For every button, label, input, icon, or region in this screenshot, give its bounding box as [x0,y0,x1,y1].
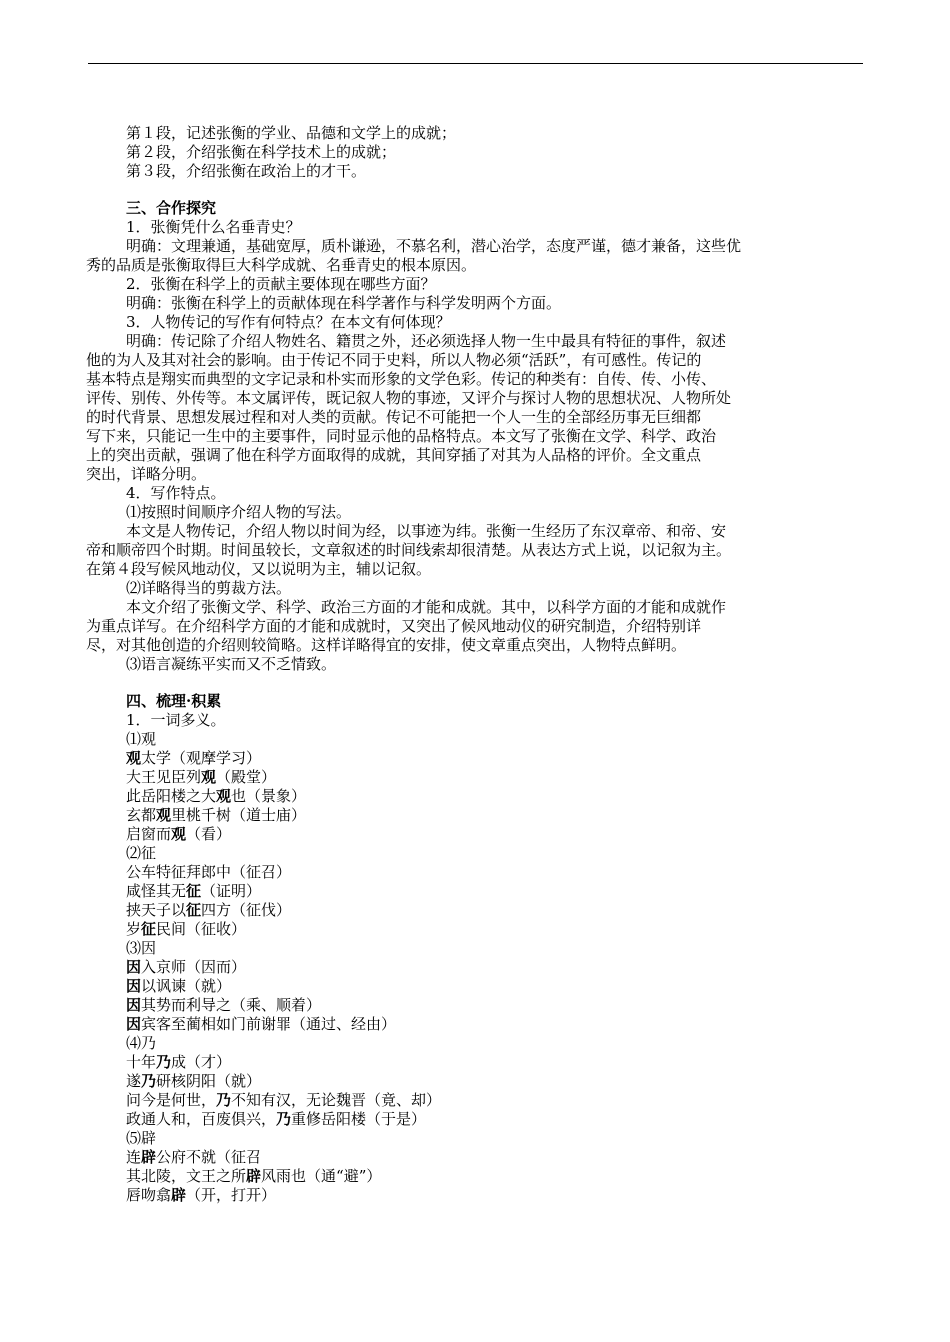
polysemy-example [126,749,864,768]
polysemy-example [126,806,864,825]
summary-line-1: 第１段，记述张衡的学业、品德和文学上的成就； [126,124,457,142]
example-suffix: 宾客至蔺相如门前谢罪（通过、经由） [141,1015,397,1033]
answer-3-line: 他的为人及其对社会的影响。由于传记不同于史料，所以人物必须“活跃”，有可感性。传记的 [86,351,702,369]
answer-1-line-1: 明确：文理兼通，基础宽厚，质朴谦逊，不慕名利，潜心治学，态度严谨，德才兼备，这些优 [126,237,742,255]
polysemy-groups [126,730,864,1205]
header-rule [88,63,863,64]
polysemy-group-title: ⑷乃 [126,1034,157,1052]
summary-line-2: 第２段，介绍张衡在科学技术上的成就； [126,143,397,161]
point-2-line: 本文介绍了张衡文学、科学、政治三方面的才能和成就。其中，以科学方面的才能和成就作 [126,598,727,616]
example-suffix: 风雨也（通“避”） [261,1167,382,1185]
point-3-title: ⑶语言凝练平实而又不乏情致。 [126,655,337,673]
example-prefix: 政通人和，百废俱兴， [126,1110,277,1128]
polysemy-example [126,1053,864,1072]
example-keyword: 乃 [276,1110,292,1128]
polysemy-example [126,901,864,920]
polysemy-example [126,825,864,844]
example-keyword: 因 [126,958,142,976]
answer-3-line: 上的突出贡献，强调了他在科学方面取得的成就，其间穿插了对其为人品格的评价。全文重点 [86,446,702,464]
polysemy-example [126,1110,864,1129]
point-1-line: 本文是人物传记，介绍人物以时间为经，以事迹为纬。张衡一生经历了东汉章帝、和帝、安 [126,522,727,540]
example-keyword: 因 [126,977,142,995]
polysemy-example [126,996,864,1015]
polysemy-example [126,787,864,806]
example-prefix: 公车特征拜郎中（征召） [126,863,292,881]
example-prefix: 遂 [126,1072,142,1090]
example-prefix: 挟天子以 [126,901,187,919]
example-suffix: 入京师（因而） [141,958,247,976]
summary-line-3: 第３段，介绍张衡在政治上的才干。 [126,162,367,180]
example-prefix: 此岳阳楼之大 [126,787,217,805]
example-prefix: 大王见臣列 [126,768,202,786]
point-2-line: 为重点详写。在介绍科学方面的才能和成就时，又突出了候风地动仪的研究制造，介绍特别详 [86,617,702,635]
example-suffix: 民间（征收） [156,920,247,938]
polysemy-example [126,882,864,901]
polysemy-example [126,1148,864,1167]
answer-3-line: 明确：传记除了介绍人物姓名、籍贯之外，还必须选择人物一生中最具有特征的事件，叙述 [126,332,727,350]
example-suffix: （开，打开） [186,1186,277,1204]
example-prefix: 其北陵，文王之所 [126,1167,247,1185]
polysemy-example [126,1186,864,1205]
answer-3-line: 写下来，只能记一生中的主要事件，同时显示他的品格特点。本文写了张衡在文学、科学、政治 [86,427,717,445]
polysemy-example [126,977,864,996]
polysemy-group-title: ⑸辟 [126,1129,157,1147]
example-keyword: 观 [126,749,142,767]
example-suffix: 研核阴阳（就） [156,1072,262,1090]
answer-3-line: 评传、别传、外传等。本文属评传，既记叙人物的事迹，又评介与探讨人物的思想状况、人物所处 [86,389,732,407]
example-prefix: 问今是何世， [126,1091,217,1109]
question-1: 1．张衡凭什么名垂青史？ [126,218,301,236]
example-suffix: 以讽谏（就） [141,977,232,995]
example-keyword: 辟 [246,1167,262,1185]
example-suffix: 四方（征伐） [201,901,292,919]
example-suffix: （殿堂） [216,768,277,786]
example-prefix: 岁 [126,920,142,938]
polysemy-group-title: ⑶因 [126,939,157,957]
example-prefix: 连 [126,1148,142,1166]
polysemy-example [126,863,864,882]
example-suffix: 成（才） [171,1053,232,1071]
polysemy-heading: 1．一词多义。 [126,711,226,729]
example-suffix: 其势而利导之（乘、顺着） [141,996,322,1014]
section-3-heading: 三、合作探究 [126,199,217,217]
answer-3-line: 基本特点是翔实而典型的文字记录和朴实而形象的文学色彩。传记的种类有：自传、传、小传、 [86,370,717,388]
example-keyword: 观 [156,806,172,824]
point-1-line: 在第４段写候风地动仪，又以说明为主，辅以记叙。 [86,560,432,578]
polysemy-group-title: ⑴观 [126,730,157,748]
question-2: 2．张衡在科学上的贡献主要体现在哪些方面？ [126,275,436,293]
answer-2: 明确：张衡在科学上的贡献体现在科学著作与科学发明两个方面。 [126,294,562,312]
example-suffix: 公府不就（征召 [156,1148,262,1166]
example-keyword: 征 [186,901,202,919]
example-keyword: 征 [141,920,157,938]
example-keyword: 乃 [216,1091,232,1109]
example-keyword: 因 [126,996,142,1014]
polysemy-example [126,1015,864,1034]
example-suffix: （看） [186,825,232,843]
document-body [86,124,864,1205]
example-suffix: 也（景象） [231,787,307,805]
polysemy-example [126,920,864,939]
example-keyword: 观 [216,787,232,805]
answer-3-line: 突出，详略分明。 [86,465,207,483]
example-prefix: 启窗而 [126,825,172,843]
example-keyword: 辟 [171,1186,187,1204]
polysemy-group-title: ⑵征 [126,844,157,862]
polysemy-example [126,1091,864,1110]
example-suffix: （证明） [201,882,262,900]
point-1-title: ⑴按照时间顺序介绍人物的写法。 [126,503,352,521]
polysemy-example [126,1167,864,1186]
example-prefix: 咸怪其无 [126,882,187,900]
example-keyword: 观 [201,768,217,786]
example-keyword: 辟 [141,1148,157,1166]
polysemy-example [126,768,864,787]
point-2-title: ⑵详略得当的剪裁方法。 [126,579,292,597]
point-1-line: 帝和顺帝四个时期。时间虽较长，文章叙述的时间线索却很清楚。从表达方式上说，以记叙为主。 [86,541,732,559]
example-suffix: 不知有汉，无论魏晋（竟、却） [231,1091,442,1109]
polysemy-example [126,1072,864,1091]
example-suffix: 太学（观摩学习） [141,749,262,767]
example-keyword: 乃 [141,1072,157,1090]
answer-3-line: 的时代背景、思想发展过程和对人类的贡献。传记不可能把一个人一生的全部经历事无巨细都 [86,408,702,426]
answer-1-line-2: 秀的品质是张衡取得巨大科学成就、名垂青史的根本原因。 [86,256,477,274]
example-keyword: 因 [126,1015,142,1033]
example-prefix: 玄都 [126,806,157,824]
example-suffix: 重修岳阳楼（于是） [291,1110,427,1128]
polysemy-example [126,958,864,977]
example-prefix: 十年 [126,1053,157,1071]
example-prefix: 唇吻翕 [126,1186,172,1204]
point-2-line: 尽，对其他创造的介绍则较简略。这样详略得宜的安排，使文章重点突出，人物特点鲜明。 [86,636,687,654]
example-keyword: 观 [171,825,187,843]
section-4-heading: 四、梳理·积累 [126,692,222,710]
question-4: 4．写作特点。 [126,484,226,502]
example-keyword: 乃 [156,1053,172,1071]
example-keyword: 征 [186,882,202,900]
example-suffix: 里桃千树（道士庙） [171,806,307,824]
question-3: 3．人物传记的写作有何特点？在本文有何体现？ [126,313,451,331]
